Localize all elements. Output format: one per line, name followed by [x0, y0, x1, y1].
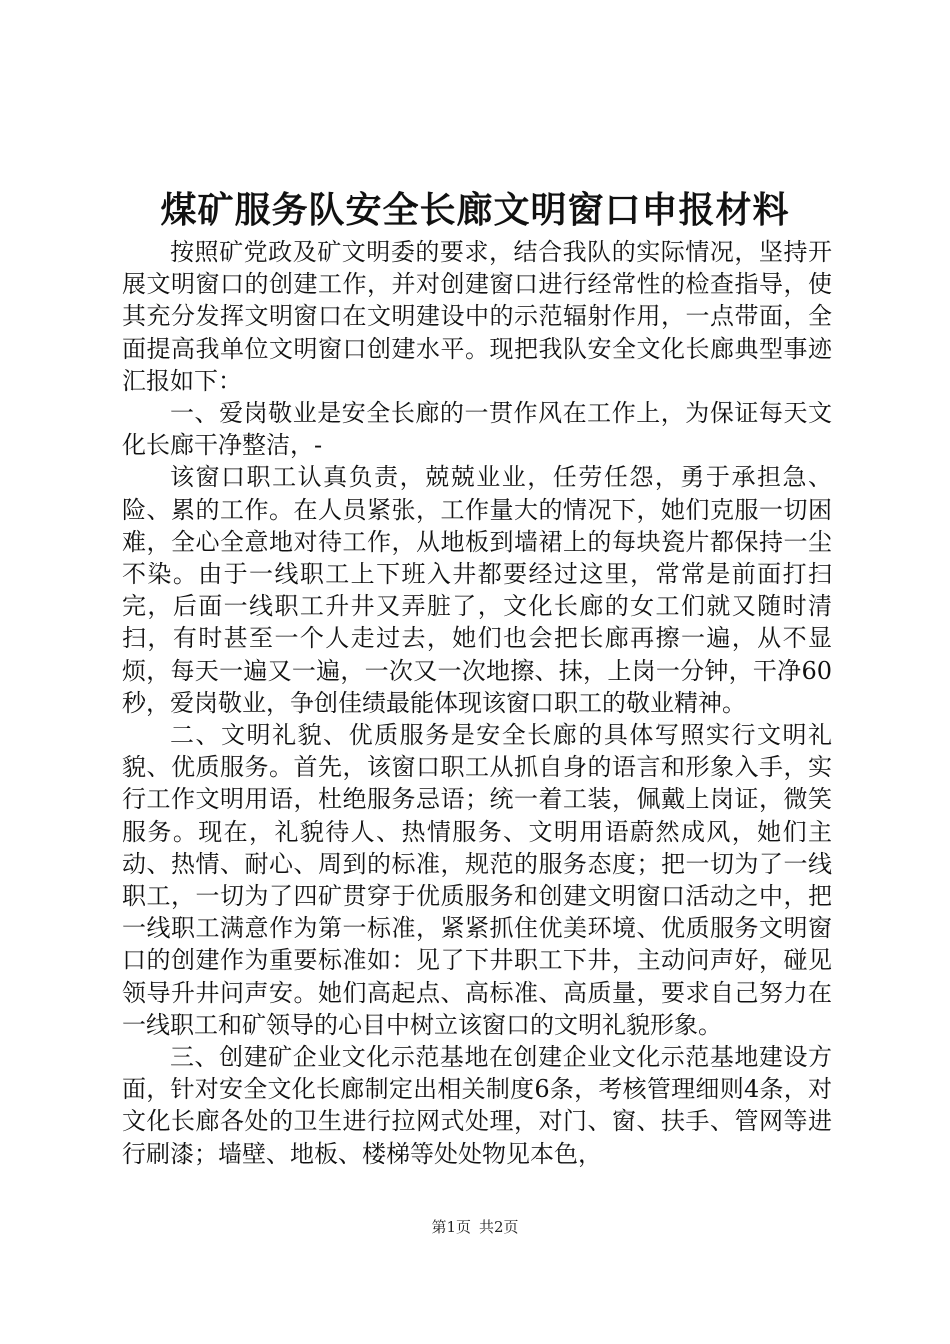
paragraph-section-1-heading: 一、爱岗敬业是安全长廊的一贯作风在工作上，为保证每天文化长廊干净整洁，-	[122, 399, 832, 460]
page-number-current: 第1页	[431, 1218, 471, 1236]
paragraph-section-3: 三、创建矿企业文化示范基地在创建企业文化示范基地建设方面，针对安全文化长廊制定出相关制度6条，考核管理细则4条，对文化长廊各处的卫生进行拉网式处理，对门、窗、扶手、管网等进行刷漆；墙壁、地板、楼梯等处处物见本色，	[122, 1043, 832, 1168]
document-title: 煤矿服务队安全长廊文明窗口申报材料	[160, 189, 790, 231]
paragraph-section-1-body: 该窗口职工认真负责，兢兢业业，任劳任怨，勇于承担急、险、累的工作。在人员紧张，工作量大的情况下，她们克服一切困难，全心全意地对待工作，从地板到墙裙上的每块瓷片都保持一尘不染。由于一线职工上下班入井都要经过这里，常常是前面打扫完，后面一线职工升井又弄脏了，文化长廊的女工们就又随时清扫，有时甚至一个人走过去，她们也会把长廊再擦一遍，从不显烦，每天一遍又一遍，一次又一次地擦、抹，上岗一分钟，干净60秒，爱岗敬业，争创佳绩最能体现该窗口职工的敬业精神。	[122, 463, 832, 717]
document-body	[122, 236, 832, 1170]
paragraph-intro: 按照矿党政及矿文明委的要求，结合我队的实际情况，坚持开展文明窗口的创建工作，并对创建窗口进行经常性的检查指导，使其充分发挥文明窗口在文明建设中的示范辐射作用，一点带面，全面提高我单位文明窗口创建水平。现把我队安全文化长廊典型事迹汇报如下：	[122, 238, 832, 395]
page-number-total: 共2页	[479, 1218, 519, 1236]
page-footer	[0, 1216, 950, 1238]
paragraph-section-2: 二、文明礼貌、优质服务是安全长廊的具体写照实行文明礼貌、优质服务。首先，该窗口职工从抓自身的语言和形象入手，实行工作文明用语，杜绝服务忌语；统一着工装，佩戴上岗证，微笑服务。现在，礼貌待人、热情服务、文明用语蔚然成风，她们主动、热情、耐心、周到的标准，规范的服务态度；把一切为了一线职工，一切为了四矿贯穿于优质服务和创建文明窗口活动之中，把一线职工满意作为第一标准，紧紧抓住优美环境、优质服务文明窗口的创建作为重要标准如：见了下井职工下井，主动问声好，碰见领导升井问声安。她们高起点、高标准、高质量，要求自己努力在一线职工和矿领导的心目中树立该窗口的文明礼貌形象。	[122, 721, 832, 1039]
